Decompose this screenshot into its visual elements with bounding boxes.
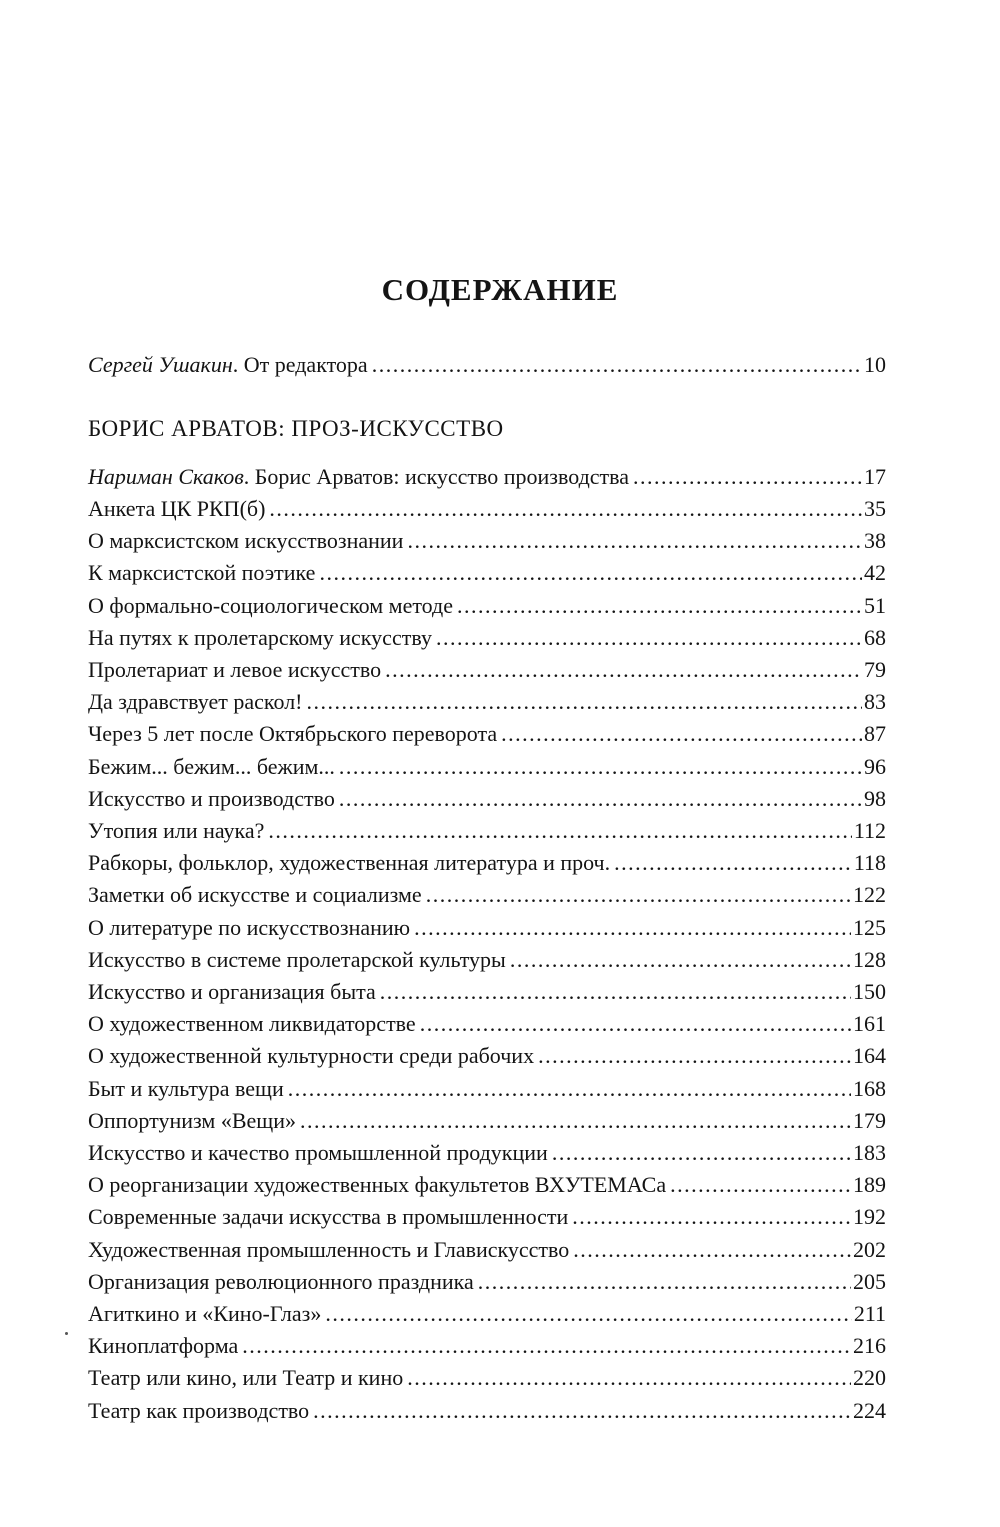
toc-entry: [88, 687, 886, 717]
toc-entry: [88, 1009, 886, 1039]
toc-entry: [88, 1267, 886, 1297]
toc-entry-title: Анкета ЦК РКП(б): [88, 496, 266, 521]
dot-leader: [385, 655, 862, 685]
toc-entry: [88, 848, 886, 878]
dot-leader: [538, 1041, 851, 1071]
scan-speck: [65, 1332, 68, 1335]
dot-leader: [670, 1170, 851, 1200]
toc-entry-title: О литературе по искусствознанию: [88, 915, 411, 940]
toc-entry-page: 192: [853, 1204, 886, 1229]
toc-entry-title: О художественной культурности среди рабочих: [88, 1043, 535, 1068]
toc-entry: [88, 1170, 886, 1200]
dot-leader: [420, 1009, 851, 1039]
toc-entry-first: [88, 462, 886, 492]
dot-leader: [380, 977, 851, 1007]
toc-entry-page: 87: [864, 721, 886, 746]
toc-entry-page: 96: [864, 754, 886, 779]
toc-entry-title: Театр или кино, или Театр и кино: [88, 1365, 404, 1390]
dot-leader: [414, 913, 851, 943]
toc-entry-title: Быт и культура вещи: [88, 1076, 284, 1101]
dot-leader: [242, 1331, 851, 1361]
dot-leader: [436, 623, 862, 653]
toc-entry-page: 220: [853, 1365, 886, 1390]
toc-entry-page: 216: [853, 1333, 886, 1358]
toc-entry-title: . От редактора: [232, 352, 368, 377]
toc-entry-page: 150: [853, 979, 886, 1004]
dot-leader: [339, 752, 862, 782]
toc-entry-page: 202: [853, 1237, 886, 1262]
toc-entry-page: 211: [853, 1301, 886, 1326]
toc-entry-page: 183: [853, 1140, 886, 1165]
toc-entry-page: 164: [853, 1043, 886, 1068]
toc-entry: [88, 1041, 886, 1071]
toc-entry-title: О реорганизации художественных факультетов ВХУТЕМАСа: [88, 1172, 667, 1197]
toc-entry-title: Рабкоры, фольклор, художественная литература и проч.: [88, 850, 611, 875]
toc-entry-author: Нариман Скаков: [88, 464, 244, 489]
toc-entry: [88, 1363, 886, 1393]
toc-entry: [88, 494, 886, 524]
toc-entry: [88, 591, 886, 621]
toc-entry-page: 168: [853, 1076, 886, 1101]
dot-leader: [457, 591, 862, 621]
toc-entry: [88, 655, 886, 685]
dot-leader: [313, 1396, 851, 1426]
dot-leader: [501, 719, 862, 749]
dot-leader: [573, 1235, 851, 1265]
toc-entry-title: Киноплатформа: [88, 1333, 239, 1358]
toc-entry-page: 17: [864, 464, 886, 489]
toc-entry: [88, 558, 886, 588]
toc-entry-page: 38: [864, 528, 886, 553]
dot-leader: [552, 1138, 851, 1168]
toc-entry-title: . Борис Арватов: искусство производства: [243, 464, 630, 489]
toc-entry-page: 51: [864, 593, 886, 618]
toc-entry-page: 125: [853, 915, 886, 940]
toc-entry-title: Оппортунизм «Вещи»: [88, 1108, 296, 1133]
toc-entry-page: 79: [864, 657, 886, 682]
toc-entry: [88, 784, 886, 814]
toc-entry-page: 189: [853, 1172, 886, 1197]
toc-entry-title: Театр как производство: [88, 1398, 310, 1423]
dot-leader: [614, 848, 852, 878]
dot-leader: [269, 494, 862, 524]
toc-entry-page: 10: [864, 352, 886, 377]
dot-leader: [407, 1363, 851, 1393]
dot-leader: [300, 1106, 851, 1136]
dot-leader: [319, 558, 862, 588]
section-heading: БОРИС АРВАТОВ: ПРОЗ-ИСКУССТВО: [88, 416, 504, 441]
dot-leader: [268, 816, 851, 846]
toc-entry-title: Современные задачи искусства в промышленности: [88, 1204, 569, 1229]
toc-entry-title: Искусство и производство: [88, 786, 335, 811]
dot-leader: [633, 462, 862, 492]
toc-entry-author: Сергей Ушакин: [88, 352, 233, 377]
toc-entry-title: Агиткино и «Кино-Глаз»: [88, 1301, 322, 1326]
toc-entry: [88, 623, 886, 653]
toc-entry-title: К марксистской поэтике: [88, 560, 316, 585]
toc-entry-page: 179: [853, 1108, 886, 1133]
toc-entry-title: О марксистском искусствознании: [88, 528, 404, 553]
toc-entry: [88, 752, 886, 782]
dot-leader: [572, 1202, 851, 1232]
toc-entry-page: 128: [853, 947, 886, 972]
toc-entry: [88, 1331, 886, 1361]
dot-leader: [426, 880, 851, 910]
toc-entry-page: 161: [853, 1011, 886, 1036]
dot-leader: [372, 350, 862, 380]
toc-entry-page: 224: [853, 1398, 886, 1423]
toc-entry-title: Утопия или наука?: [88, 818, 265, 843]
toc-entry: [88, 526, 886, 556]
toc-entry: [88, 1235, 886, 1265]
toc-entry: [88, 1299, 886, 1329]
toc-entry-title: О формально-социологическом методе: [88, 593, 453, 618]
toc-entry-page: 68: [864, 625, 886, 650]
toc-entry: [88, 1202, 886, 1232]
toc-entry-label: [88, 350, 368, 380]
toc-entry: [88, 880, 886, 910]
toc-entry: [88, 719, 886, 749]
toc-entry-page: 42: [864, 560, 886, 585]
toc-entry-page: 122: [853, 882, 886, 907]
toc-entry: [88, 1074, 886, 1104]
toc-entry-intro: [88, 350, 886, 380]
dot-leader: [510, 945, 851, 975]
toc-entry-page: 98: [864, 786, 886, 811]
toc-entry-title: Искусство в системе пролетарской культуры: [88, 947, 506, 972]
toc-entry-title: Пролетариат и левое искусство: [88, 657, 382, 682]
toc-entry: [88, 977, 886, 1007]
toc-entry-title: Художественная промышленность и Главискусство: [88, 1237, 570, 1262]
toc-entry-title: Через 5 лет после Октябрьского переворота: [88, 721, 498, 746]
toc-entry-page: 118: [853, 850, 886, 875]
toc-entry-title: Заметки об искусстве и социализме: [88, 882, 422, 907]
toc-entry-title: Организация революционного праздника: [88, 1269, 474, 1294]
toc-entry-page: 35: [864, 496, 886, 521]
dot-leader: [288, 1074, 851, 1104]
dot-leader: [339, 784, 862, 814]
toc-entry-page: 205: [853, 1269, 886, 1294]
toc-entry-title: Да здравствует раскол!: [88, 689, 303, 714]
toc-entry-label: [88, 462, 629, 492]
toc-entry-page: 112: [853, 818, 886, 843]
toc-entry-title: Искусство и качество промышленной продукции: [88, 1140, 548, 1165]
toc-entry: [88, 913, 886, 943]
toc-entry-title: Бежим... бежим... бежим...: [88, 754, 335, 779]
toc-entry: [88, 1138, 886, 1168]
toc-entry: [88, 816, 886, 846]
toc-entry: [88, 1106, 886, 1136]
dot-leader: [307, 687, 863, 717]
toc-entry-title: Искусство и организация быта: [88, 979, 376, 1004]
page-title: СОДЕРЖАНИЕ: [381, 272, 619, 307]
toc-entry-title: О художественном ликвидаторстве: [88, 1011, 416, 1036]
dot-leader: [407, 526, 862, 556]
toc-entry: [88, 1396, 886, 1426]
dot-leader: [325, 1299, 851, 1329]
dot-leader: [478, 1267, 851, 1297]
toc-entry-title: На путях к пролетарскому искусству: [88, 625, 432, 650]
toc-entry-page: 83: [864, 689, 886, 714]
toc-entry: [88, 945, 886, 975]
